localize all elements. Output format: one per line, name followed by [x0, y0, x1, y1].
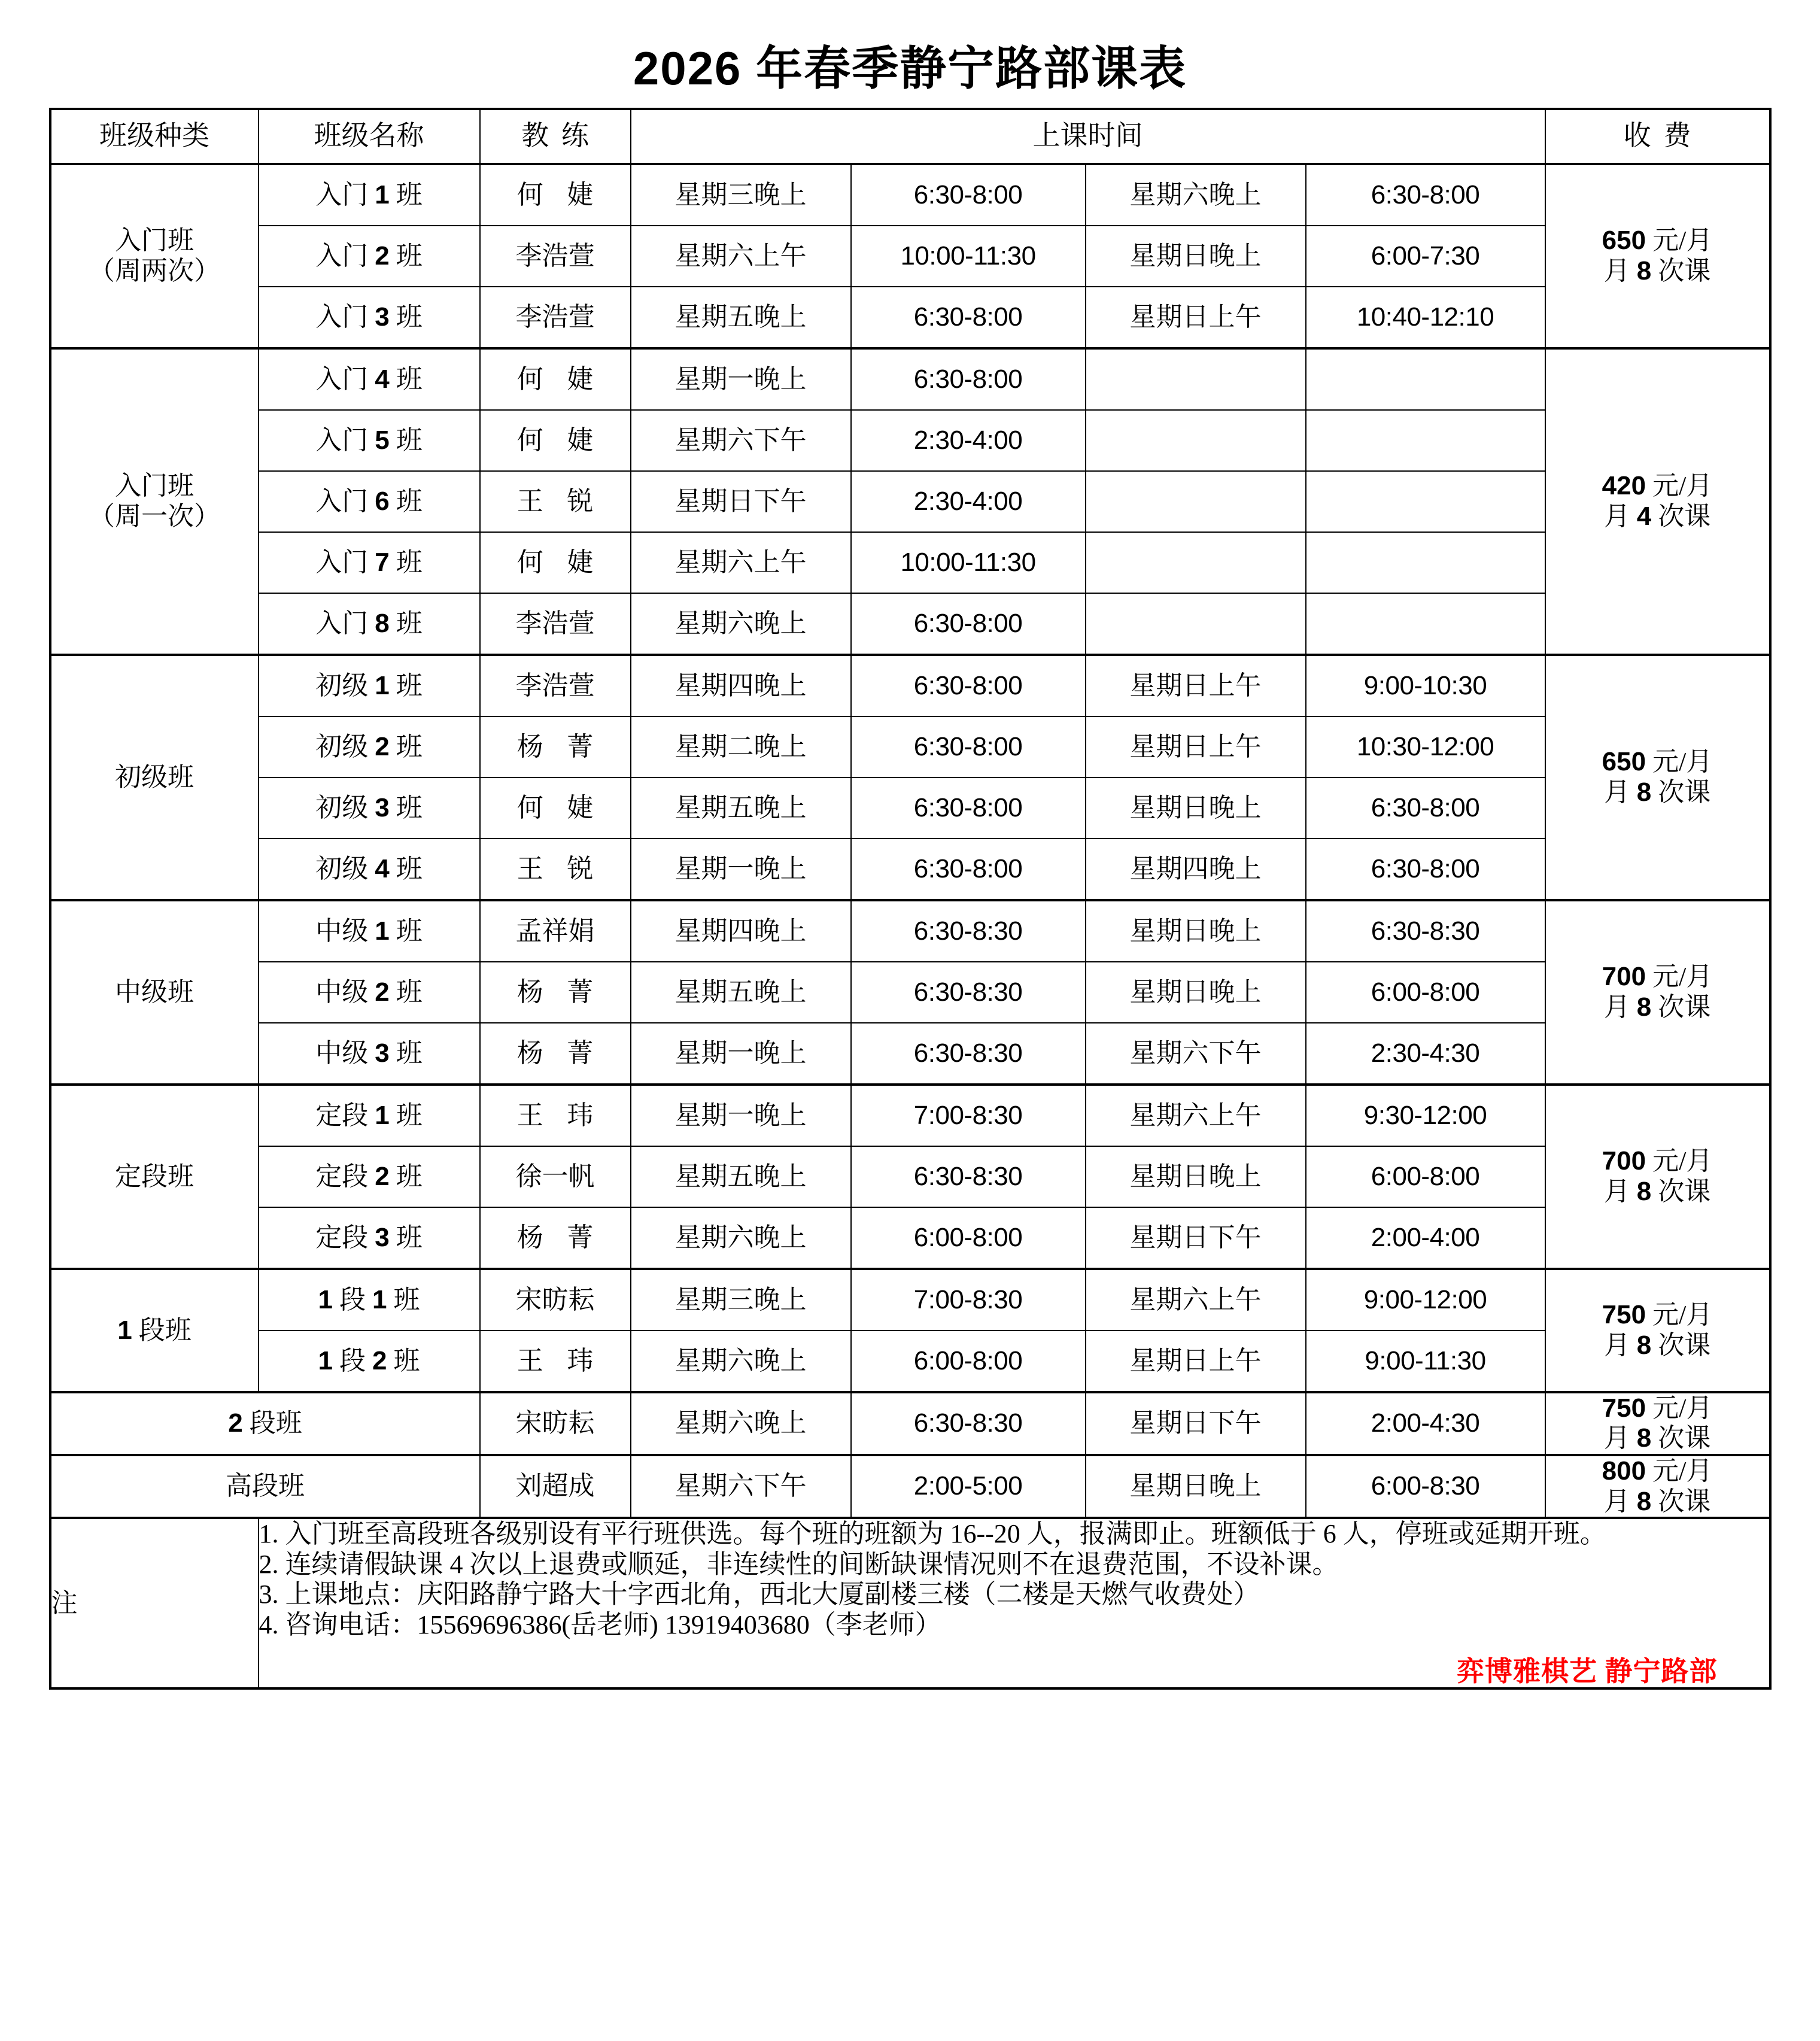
table-row — [50, 532, 1770, 593]
fee-cell: 750 元/月 月 8 次课 — [1545, 1269, 1770, 1392]
day-slot-2-cell: 星期日晚上 — [1086, 777, 1306, 839]
class-kind-cell: 初级班 — [50, 655, 259, 900]
day-slot-2-cell: 星期六上午 — [1086, 1085, 1306, 1146]
day-slot-1-cell: 星期一晚上 — [631, 1085, 851, 1146]
table-row — [50, 1085, 1770, 1146]
day-slot-2-cell — [1086, 410, 1306, 471]
fee-cell: 700 元/月 月 8 次课 — [1545, 900, 1770, 1085]
day-slot-2-cell — [1086, 532, 1306, 593]
day-slot-2-cell: 星期日下午 — [1086, 1207, 1306, 1269]
day-slot-2-cell: 星期日晚上 — [1086, 962, 1306, 1023]
time-slot-1-cell: 10:00-11:30 — [851, 532, 1086, 593]
coach-cell: 王玮 — [480, 1331, 631, 1392]
day-slot-1-cell: 星期六上午 — [631, 226, 851, 287]
day-slot-2-cell: 星期六上午 — [1086, 1269, 1306, 1331]
table-row — [50, 777, 1770, 839]
time-slot-2-cell: 9:00-10:30 — [1306, 655, 1545, 716]
table-row — [50, 1331, 1770, 1392]
class-name-cell: 1 段 1 班 — [259, 1269, 480, 1331]
table-row — [50, 164, 1770, 226]
time-slot-2-cell: 6:00-8:00 — [1306, 962, 1545, 1023]
class-name-cell: 定段 3 班 — [259, 1207, 480, 1269]
time-slot-1-cell: 7:00-8:30 — [851, 1269, 1086, 1331]
class-name-cell: 入门 1 班 — [259, 164, 480, 226]
day-slot-1-cell: 星期六晚上 — [631, 1331, 851, 1392]
note-line: 3. 上课地点：庆阳路静宁路大十字西北角，西北大厦副楼三楼（二楼是天燃气收费处） — [259, 1580, 1260, 1609]
header-coach: 教练 — [480, 109, 631, 164]
time-slot-1-cell: 6:30-8:00 — [851, 716, 1086, 777]
day-slot-2-cell — [1086, 593, 1306, 655]
time-slot-2-cell: 9:00-11:30 — [1306, 1331, 1545, 1392]
time-slot-2-cell: 9:30-12:00 — [1306, 1085, 1545, 1146]
day-slot-2-cell: 星期日上午 — [1086, 1331, 1306, 1392]
time-slot-1-cell: 6:00-8:00 — [851, 1331, 1086, 1392]
time-slot-1-cell: 7:00-8:30 — [851, 1085, 1086, 1146]
fee-cell: 700 元/月 月 8 次课 — [1545, 1085, 1770, 1269]
coach-cell: 李浩萱 — [480, 287, 631, 348]
time-slot-2-cell: 6:30-8:00 — [1306, 164, 1545, 226]
coach-cell: 宋昉耘 — [480, 1392, 631, 1455]
time-slot-1-cell: 6:30-8:30 — [851, 1023, 1086, 1085]
notes-body — [259, 1518, 1770, 1688]
day-slot-1-cell: 星期四晚上 — [631, 655, 851, 716]
header-kind: 班级种类 — [50, 109, 259, 164]
class-name-cell: 1 段 2 班 — [259, 1331, 480, 1392]
class-name-cell: 入门 4 班 — [259, 348, 480, 410]
day-slot-1-cell: 星期三晚上 — [631, 1269, 851, 1331]
table-row — [50, 1023, 1770, 1085]
notes-row — [50, 1518, 1770, 1688]
table-row — [50, 593, 1770, 655]
class-kind-cell: 1 段班 — [50, 1269, 259, 1392]
time-slot-1-cell: 2:30-4:00 — [851, 410, 1086, 471]
coach-cell: 王锐 — [480, 839, 631, 900]
day-slot-1-cell: 星期一晚上 — [631, 348, 851, 410]
coach-cell: 杨菁 — [480, 1207, 631, 1269]
coach-cell: 王锐 — [480, 471, 631, 532]
page-title: 2026 年春季静宁路部课表 — [633, 42, 1187, 95]
table-row — [50, 655, 1770, 716]
class-kind-cell: 定段班 — [50, 1085, 259, 1269]
day-slot-1-cell: 星期六下午 — [631, 410, 851, 471]
time-slot-2-cell — [1306, 532, 1545, 593]
coach-cell: 李浩萱 — [480, 226, 631, 287]
coach-cell: 宋昉耘 — [480, 1269, 631, 1331]
day-slot-1-cell: 星期六晚上 — [631, 1392, 851, 1455]
time-slot-1-cell: 6:30-8:30 — [851, 962, 1086, 1023]
time-slot-2-cell — [1306, 410, 1545, 471]
time-slot-2-cell: 6:00-8:00 — [1306, 1146, 1545, 1207]
table-row — [50, 1146, 1770, 1207]
header-fee: 收费 — [1545, 109, 1770, 164]
time-slot-1-cell: 10:00-11:30 — [851, 226, 1086, 287]
note-line: 4. 咨询电话：15569696386(岳老师) 13919403680（李老师） — [259, 1609, 941, 1639]
coach-cell: 何婕 — [480, 348, 631, 410]
class-name-cell: 入门 6 班 — [259, 471, 480, 532]
table-row — [50, 1269, 1770, 1331]
day-slot-1-cell: 星期六晚上 — [631, 593, 851, 655]
class-name-cell: 初级 3 班 — [259, 777, 480, 839]
schedule-table — [49, 108, 1772, 1690]
coach-cell: 杨菁 — [480, 1023, 631, 1085]
time-slot-1-cell: 6:30-8:30 — [851, 1146, 1086, 1207]
day-slot-2-cell: 星期日上午 — [1086, 716, 1306, 777]
class-name-cell: 入门 8 班 — [259, 593, 480, 655]
class-name-cell: 中级 2 班 — [259, 962, 480, 1023]
day-slot-2-cell: 星期六下午 — [1086, 1023, 1306, 1085]
coach-cell: 李浩萱 — [480, 655, 631, 716]
day-slot-1-cell: 星期六下午 — [631, 1455, 851, 1518]
coach-cell: 何婕 — [480, 777, 631, 839]
table-row — [50, 410, 1770, 471]
time-slot-2-cell: 6:00-7:30 — [1306, 226, 1545, 287]
time-slot-2-cell: 6:30-8:00 — [1306, 839, 1545, 900]
day-slot-2-cell: 星期日晚上 — [1086, 1146, 1306, 1207]
time-slot-1-cell: 6:30-8:00 — [851, 777, 1086, 839]
class-kind-cell: 入门班 （周一次） — [50, 348, 259, 655]
day-slot-1-cell: 星期六上午 — [631, 532, 851, 593]
coach-cell: 杨菁 — [480, 962, 631, 1023]
coach-cell: 王玮 — [480, 1085, 631, 1146]
fee-cell: 650 元/月 月 8 次课 — [1545, 655, 1770, 900]
time-slot-1-cell: 6:30-8:00 — [851, 655, 1086, 716]
fee-cell: 800 元/月 月 8 次课 — [1545, 1455, 1770, 1518]
day-slot-2-cell — [1086, 348, 1306, 410]
table-row — [50, 1455, 1770, 1518]
fee-cell: 750 元/月 月 8 次课 — [1545, 1392, 1770, 1455]
coach-cell: 李浩萱 — [480, 593, 631, 655]
table-row — [50, 716, 1770, 777]
class-kind-cell: 高段班 — [50, 1455, 480, 1518]
day-slot-2-cell: 星期日下午 — [1086, 1392, 1306, 1455]
table-row — [50, 226, 1770, 287]
class-name-cell: 入门 7 班 — [259, 532, 480, 593]
day-slot-2-cell: 星期四晚上 — [1086, 839, 1306, 900]
table-row — [50, 287, 1770, 348]
day-slot-1-cell: 星期三晚上 — [631, 164, 851, 226]
coach-cell: 刘超成 — [480, 1455, 631, 1518]
header-class-time: 上课时间 — [631, 109, 1545, 164]
day-slot-1-cell: 星期五晚上 — [631, 1146, 851, 1207]
fee-cell: 420 元/月 月 4 次课 — [1545, 348, 1770, 655]
class-name-cell: 定段 1 班 — [259, 1085, 480, 1146]
time-slot-1-cell: 6:30-8:00 — [851, 348, 1086, 410]
time-slot-2-cell: 10:30-12:00 — [1306, 716, 1545, 777]
day-slot-1-cell: 星期五晚上 — [631, 287, 851, 348]
time-slot-2-cell: 6:30-8:30 — [1306, 900, 1545, 962]
day-slot-2-cell: 星期六晚上 — [1086, 164, 1306, 226]
time-slot-2-cell: 10:40-12:10 — [1306, 287, 1545, 348]
notes-label: 注 — [50, 1518, 259, 1688]
day-slot-2-cell — [1086, 471, 1306, 532]
day-slot-2-cell: 星期日晚上 — [1086, 900, 1306, 962]
class-name-cell: 初级 1 班 — [259, 655, 480, 716]
class-name-cell: 初级 2 班 — [259, 716, 480, 777]
time-slot-2-cell: 2:00-4:00 — [1306, 1207, 1545, 1269]
class-name-cell: 入门 2 班 — [259, 226, 480, 287]
signature-text: 弈博雅棋艺 静宁路部 — [1457, 1656, 1718, 1687]
coach-cell: 徐一帆 — [480, 1146, 631, 1207]
table-row — [50, 962, 1770, 1023]
class-name-cell: 中级 1 班 — [259, 900, 480, 962]
class-name-cell: 定段 2 班 — [259, 1146, 480, 1207]
class-name-cell: 初级 4 班 — [259, 839, 480, 900]
time-slot-2-cell: 6:00-8:30 — [1306, 1455, 1545, 1518]
time-slot-2-cell: 2:00-4:30 — [1306, 1392, 1545, 1455]
time-slot-1-cell: 6:30-8:30 — [851, 1392, 1086, 1455]
day-slot-1-cell: 星期一晚上 — [631, 839, 851, 900]
day-slot-1-cell: 星期四晚上 — [631, 900, 851, 962]
class-kind-cell: 入门班 （周两次） — [50, 164, 259, 348]
time-slot-2-cell — [1306, 471, 1545, 532]
day-slot-2-cell: 星期日晚上 — [1086, 1455, 1306, 1518]
coach-cell: 杨菁 — [480, 716, 631, 777]
coach-cell: 何婕 — [480, 532, 631, 593]
time-slot-2-cell — [1306, 348, 1545, 410]
table-header-row — [50, 109, 1770, 164]
time-slot-1-cell: 6:30-8:00 — [851, 287, 1086, 348]
table-row — [50, 900, 1770, 962]
class-kind-cell: 2 段班 — [50, 1392, 480, 1455]
day-slot-2-cell: 星期日上午 — [1086, 287, 1306, 348]
day-slot-1-cell: 星期二晚上 — [631, 716, 851, 777]
time-slot-1-cell: 6:30-8:00 — [851, 164, 1086, 226]
day-slot-1-cell: 星期日下午 — [631, 471, 851, 532]
day-slot-2-cell: 星期日上午 — [1086, 655, 1306, 716]
time-slot-1-cell: 6:30-8:30 — [851, 900, 1086, 962]
table-row — [50, 348, 1770, 410]
time-slot-1-cell: 2:30-4:00 — [851, 471, 1086, 532]
table-row — [50, 471, 1770, 532]
class-name-cell: 入门 5 班 — [259, 410, 480, 471]
time-slot-1-cell: 6:00-8:00 — [851, 1207, 1086, 1269]
coach-cell: 孟祥娟 — [480, 900, 631, 962]
coach-cell: 何婕 — [480, 164, 631, 226]
table-row — [50, 1207, 1770, 1269]
time-slot-2-cell — [1306, 593, 1545, 655]
time-slot-1-cell: 6:30-8:00 — [851, 593, 1086, 655]
day-slot-1-cell: 星期六晚上 — [631, 1207, 851, 1269]
time-slot-2-cell: 9:00-12:00 — [1306, 1269, 1545, 1331]
coach-cell: 何婕 — [480, 410, 631, 471]
class-name-cell: 中级 3 班 — [259, 1023, 480, 1085]
header-class-name: 班级名称 — [259, 109, 480, 164]
table-row — [50, 1392, 1770, 1455]
table-row — [50, 839, 1770, 900]
note-line: 2. 连续请假缺课 4 次以上退费或顺延，非连续性的间断缺课情况则不在退费范围，不设补课。 — [259, 1549, 1339, 1579]
day-slot-2-cell: 星期日晚上 — [1086, 226, 1306, 287]
class-name-cell: 入门 3 班 — [259, 287, 480, 348]
time-slot-1-cell: 2:00-5:00 — [851, 1455, 1086, 1518]
day-slot-1-cell: 星期五晚上 — [631, 962, 851, 1023]
fee-cell: 650 元/月 月 8 次课 — [1545, 164, 1770, 348]
day-slot-1-cell: 星期五晚上 — [631, 777, 851, 839]
note-line: 1. 入门班至高段班各级别设有平行班供选。每个班的班额为 16--20 人，报满即止。班额低于 6 人，停班或延期开班。 — [259, 1519, 1606, 1549]
time-slot-2-cell: 6:30-8:00 — [1306, 777, 1545, 839]
time-slot-1-cell: 6:30-8:00 — [851, 839, 1086, 900]
time-slot-2-cell: 2:30-4:30 — [1306, 1023, 1545, 1085]
day-slot-1-cell: 星期一晚上 — [631, 1023, 851, 1085]
class-kind-cell: 中级班 — [50, 900, 259, 1085]
